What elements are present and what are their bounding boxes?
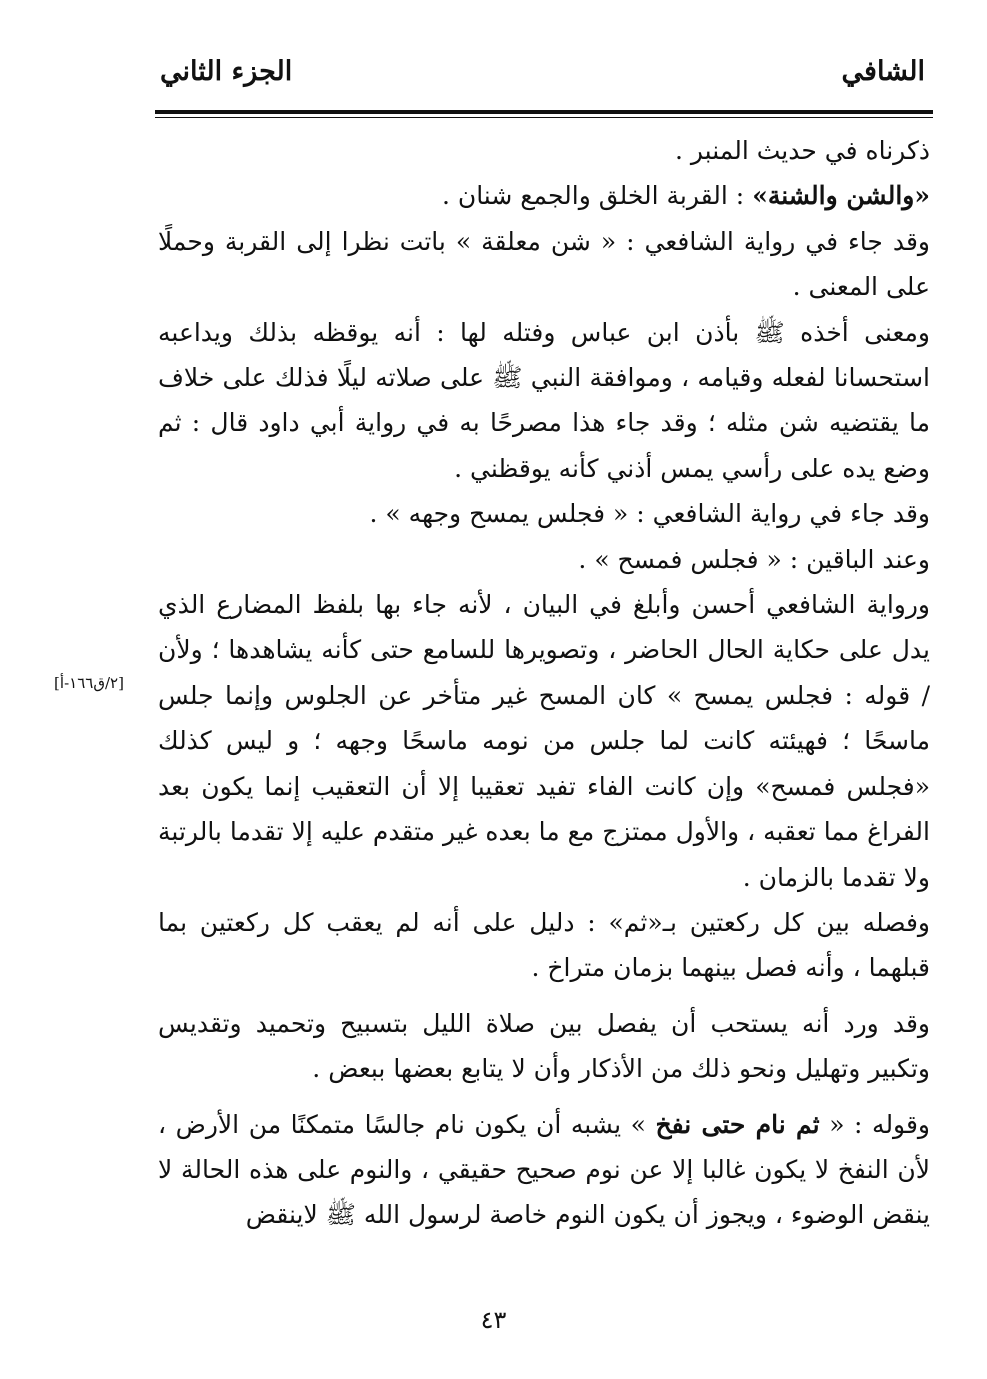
bold-quote: ثم نام حتى نفخ xyxy=(655,1109,820,1139)
paragraph-text: : القربة الخلق والجمع شنان . xyxy=(441,181,753,211)
paragraph: ورواية الشافعي أحسن وأبلغ في البيان ، لأنه جاء بها بلفظ المضارع الذي يدل على حكاية الحال الحاضر ، وتصويرها للسامع حتى كأنه يشاهدها ؛ ولأن / قوله : فجلس يمسح » كان المسح غير متأخر عن الجلوس وإنما جلس ماسحًا ؛ فهيئته كانت لما جلس من نومه ماسحًا وجهه ؛ و ليس كذلك «فجلس فمسح» وإن كانت الفاء تفيد تعقيبا إلا أن التعقيب إنما يكون بعد الفراغ مما تعقبه ، والأول ممتزج مع ما بعده غير متقدم عليه إلا تقدما بالرتبة ولا تقدما بالزمان . xyxy=(158,590,930,892)
book-title: الشافي xyxy=(841,56,925,87)
running-head xyxy=(150,52,933,100)
header-rule-thick xyxy=(155,110,933,114)
paragraph-text: وقوله : « xyxy=(819,1109,930,1139)
paragraph xyxy=(158,1102,930,1238)
part-label: الجزء الثاني xyxy=(160,56,293,87)
paragraph: وقد ورد أنه يستحب أن يفصل بين صلاة الليل بتسبيح وتحميد وتقديس وتكبير وتهليل ونحو ذلك من الأذكار وأن لا يتابع بعضها ببعض . xyxy=(158,1008,930,1084)
page-number: ٤٣ xyxy=(480,1306,507,1334)
paragraph-text: » يشبه أن يكون نام جالسًا متمكنًا من الأرض ، لأن النفخ لا يكون غالبا إلا عن نوم صحيح حقيقي ، والنوم على هذه الحالة لا ينقض الوضوء ، ويجوز أن يكون النوم خاصة لرسول الله ﷺ لاينقض xyxy=(158,1109,930,1230)
manuscript-folio-note: [٢/ق١٦٦-أ] xyxy=(54,674,124,692)
body-text xyxy=(158,128,930,1238)
paragraph: وقد جاء في رواية الشافعي : « شن معلقة » باتت نظرا إلى القربة وحملًا على المعنى . xyxy=(158,226,930,302)
paragraph: ومعنى أخذه ﷺ بأذن ابن عباس وفتله لها : أنه يوقظه بذلك ويداعبه استحسانا لفعله وقيامه ، وموافقة النبي ﷺ على صلاته ليلًا فذلك على خلاف ما يقتضيه شن مثله ؛ وقد جاء هذا مصرحًا به في رواية أبي داود قال : ثم وضع يده على رأسي يمس أذني كأنه يوقظني . xyxy=(158,317,930,483)
paragraph xyxy=(158,173,930,218)
bold-term: «والشن والشنة» xyxy=(752,181,930,211)
paragraph: وفصله بين كل ركعتين بـ«ثم» : دليل على أنه لم يعقب كل ركعتين بما قبلهما ، وأنه فصل بينهما بزمان متراخ . xyxy=(158,907,930,983)
paragraph: وعند الباقين : « فجلس فمسح » . xyxy=(578,544,930,574)
paragraph: ذكرناه في حديث المنبر . xyxy=(674,136,930,165)
header-rule-thin xyxy=(155,117,933,118)
paragraph: وقد جاء في رواية الشافعي : « فجلس يمسح وجهه » . xyxy=(369,499,930,529)
